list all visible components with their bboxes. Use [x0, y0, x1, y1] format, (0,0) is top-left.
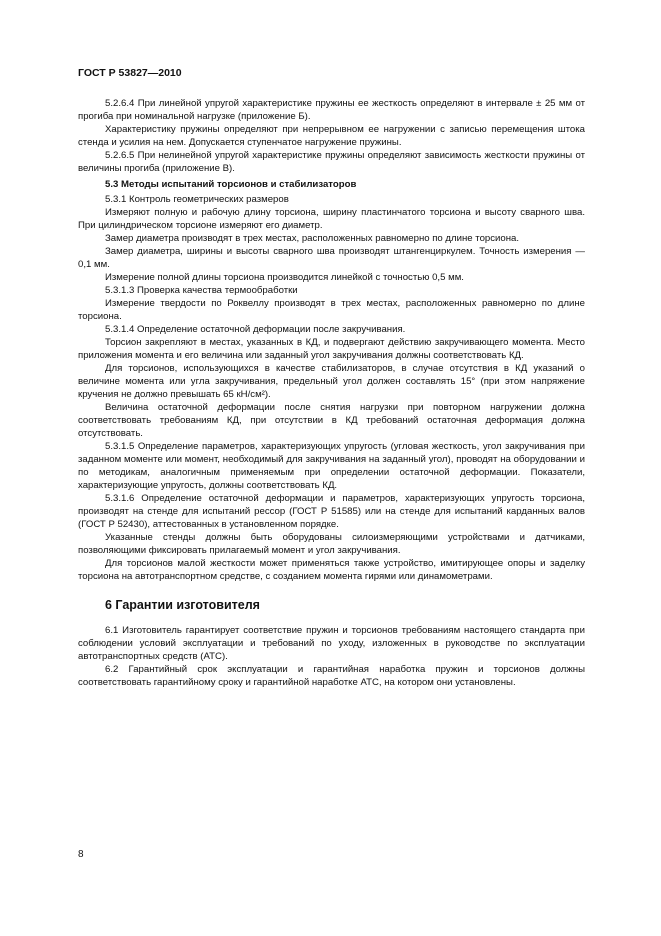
paragraph: Измеряют полную и рабочую длину торсиона, ширину пластинчатого торсиона и высоту сварного шва. При цилиндрическом торсионе измеряют его диаметр.	[78, 207, 585, 231]
paragraph: 5.3.1.3 Проверка качества термообработки	[105, 285, 298, 296]
paragraph: 6.1 Изготовитель гарантирует соответствие пружин и торсионов требованиям настоящего стандарта при соблюдении условий эксплуатации и требований по уходу, изложенных в руководстве по эксплуатации автотранспортных средств (АТС).	[78, 625, 585, 662]
document-header: ГОСТ Р 53827—2010	[78, 67, 182, 79]
paragraph: 5.3.1.5 Определение параметров, характеризующих упругость (угловая жесткость, угол закручивания при заданном моменте или момент, необходимый для закручивания на заданный угол), проводят на оборудовании и по методикам, аналогичным применяемым при определении остаточной деформации. Показатели, характеризующие упругость, должны соответствовать КД.	[78, 441, 585, 491]
paragraph: Измерение полной длины торсиона производится линейкой с точностью 0,5 мм.	[105, 272, 464, 283]
paragraph: Для торсионов, использующихся в качестве стабилизаторов, в случае отсутствия в КД указаний о величине момента или угла закручивания, предельный угол должен составлять 15° (при этом напряжение кручения не должно превышать 65 кН/см²).	[78, 363, 585, 400]
paragraph: Для торсионов малой жесткости может применяться также устройство, имитирующее опоры и заделку торсиона на автотранспортном средстве, с созданием момента гирями или динамометрами.	[78, 558, 585, 582]
paragraph: 5.2.6.4 При линейной упругой характеристике пружины ее жесткость определяют в интервале ± 25 мм от прогиба при номинальной нагрузке (приложение Б).	[78, 98, 585, 122]
paragraph: 6.2 Гарантийный срок эксплуатации и гарантийная наработка пружин и торсионов должны соответствовать гарантийному сроку и гарантийной наработке АТС, на котором они установлены.	[78, 664, 585, 688]
section-heading: 5.3 Методы испытаний торсионов и стабилизаторов	[105, 179, 357, 190]
page-number: 8	[78, 849, 84, 860]
document-body	[78, 97, 585, 689]
paragraph: Измерение твердости по Роквеллу производят в трех местах, расположенных равномерно по длине торсиона.	[78, 298, 585, 322]
paragraph: Величина остаточной деформации после снятия нагрузки при повторном нагружении должна соответствовать требованиям КД, при отсутствии в КД требований остаточная деформация должна отсутствовать.	[78, 402, 585, 439]
paragraph: Характеристику пружины определяют при непрерывном ее нагружении с записью перемещения штока стенда и усилия на нем. Допускается ступенчатое нагружение пружины.	[78, 124, 585, 148]
paragraph: Замер диаметра, ширины и высоты сварного шва производят штангенциркулем. Точность измерения — 0,1 мм.	[78, 246, 585, 270]
paragraph: Торсион закрепляют в местах, указанных в КД, и подвергают действию закручивающего момента. Место приложения момента и его величина или заданный угол закручивания должны соответствовать КД.	[78, 337, 585, 361]
paragraph: 5.3.1 Контроль геометрических размеров	[105, 194, 289, 205]
paragraph: Указанные стенды должны быть оборудованы силоизмеряющими устройствами и датчиками, позволяющими фиксировать прилагаемый момент и угол закручивания.	[78, 532, 585, 556]
chapter-heading: 6 Гарантии изготовителя	[105, 598, 260, 612]
paragraph: 5.3.1.4 Определение остаточной деформации после закручивания.	[105, 324, 406, 335]
paragraph: 5.3.1.6 Определение остаточной деформации и параметров, характеризующих упругость торсиона, производят на стенде для испытаний рессор (ГОСТ Р 51585) или на стенде для испытаний карданных валов (ГОСТ Р 52430), аттестованных в установленном порядке.	[78, 493, 585, 530]
paragraph: 5.2.6.5 При нелинейной упругой характеристике пружины определяют зависимость жесткости пружины от величины прогиба (приложение В).	[78, 150, 585, 174]
paragraph: Замер диаметра производят в трех местах, расположенных равномерно по длине торсиона.	[105, 233, 520, 244]
